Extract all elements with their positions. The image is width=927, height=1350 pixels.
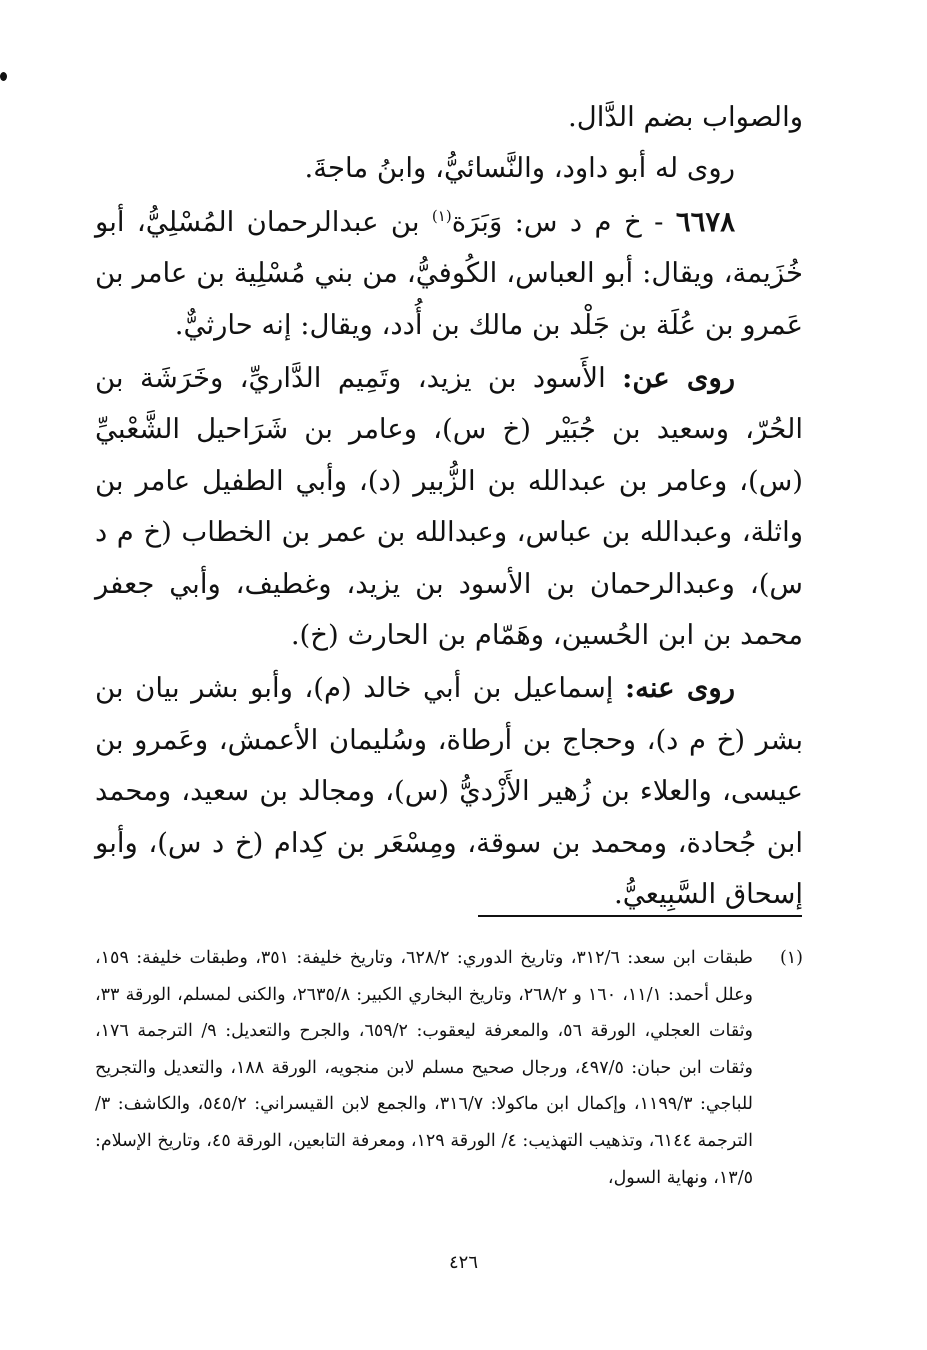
entry-name: وَبَرَة: [451, 205, 503, 238]
entry-symbols: خ م د س:: [514, 205, 642, 238]
continuation-line: والصواب بضم الدَّال.: [568, 101, 803, 133]
narrated-by-text: إسماعيل بن أبي خالد (م)، وأبو بشر بيان بن بشر (خ م د)، وحجاج بن أرطاة، وسُليمان الأعمش، وعَمرو بن عيسى، والعلاء بن زُهير الأَزْديُّ (س)، ومجالد بن سعيد، ومحمد ابن جُحادة، ومحمد بن سوقة، ومِسْعَر بن كِدام (خ د س)، وأبو إسحاق السَّبِيعيُّ.: [95, 672, 803, 911]
entry-dash: -: [654, 205, 664, 238]
footnote-number: (١): [779, 948, 803, 968]
entry-lineage: بن عبدالرحمان المُسْلِيُّ، أبو خُزَيمة، ويقال: أبو العباس، الكُوفيُّ، من بني مُسْلِية بن عامر بن عَمرو بن عُلَة بن جَلْد بن مالك بن أُدد، ويقال: إنه حارثيٌّ.: [95, 205, 803, 341]
narrated-from-label: روى عن:: [622, 362, 736, 395]
previous-entry-narrators: روى له أبو داود، والنَّسائيُّ، وابنُ ماجةَ.: [304, 152, 735, 185]
entry-header: [95, 197, 803, 351]
narrated-from-paragraph: [95, 353, 803, 661]
footnotes: [95, 940, 803, 1196]
main-text: [95, 92, 803, 921]
page-number: ٤٢٦: [448, 1252, 478, 1273]
narrated-by-paragraph: [95, 663, 803, 920]
narrated-from-text: الأَسود بن يزيد، وتَمِيم الدَّاريِّ، وخَرَشَة بن الحُرّ، وسعيد بن جُبَيْر (خ س)، وعامر بن شَرَاحيل الشَّعْبيِّ (س)، وعامر بن عبدالله بن الزُّبير (د)، وأبي الطفيل عامر بن واثلة، وعبدالله بن عباس، وعبدالله بن عمر بن الخطاب (خ م د س)، وعبدالرحمان بن الأسود بن يزيد، وغطيف، وأبي جعفر محمد بن ابن الحُسين، وهَمّام بن الحارث (خ).: [95, 362, 803, 652]
footnote-separator: [478, 915, 802, 917]
footnote-text: طبقات ابن سعد: ٣١٢/٦، وتاريخ الدوري: ٦٢٨/٢، وتاريخ خليفة: ٣٥١، وطبقات خليفة: ١٥٩، وعلل أحمد: ١١/١، ١٦٠ و ٢٦٨/٢، وتاريخ البخاري الكبير: ٢٦٣٥/٨، والكنى لمسلم، الورقة ٣٣، وثقات العجلي، الورقة ٥٦، والمعرفة ليعقوب: ٦٥٩/٢، والجرح والتعديل: ٩/ الترجمة ١٧٦، وثقات ابن حبان: ٤٩٧/٥، ورجال صحيح مسلم لابن منجويه، الورقة ١٨٨، والتعديل والتجريح للباجي: ١١٩٩/٣، وإكمال ابن ماكولا: ٣١٦/٧، والجمع لابن القيسراني: ٥٤٥/٢، والكاشف: ٣/ الترجمة ٦١٤٤، وتذهيب التهذيب: ٤/ الورقة ١٢٩، ومعرفة التابعين، الورقة ٤٥، وتاريخ الإسلام: ١٣/٥، ونهاية السول،: [95, 948, 754, 1188]
footnote: [95, 940, 803, 1196]
entry-number: ٦٦٧٨: [675, 205, 735, 238]
footnote-reference[interactable]: (١): [431, 206, 452, 225]
scan-edge-mark: [0, 72, 7, 81]
narrated-by-label: روى عنه:: [624, 672, 735, 705]
